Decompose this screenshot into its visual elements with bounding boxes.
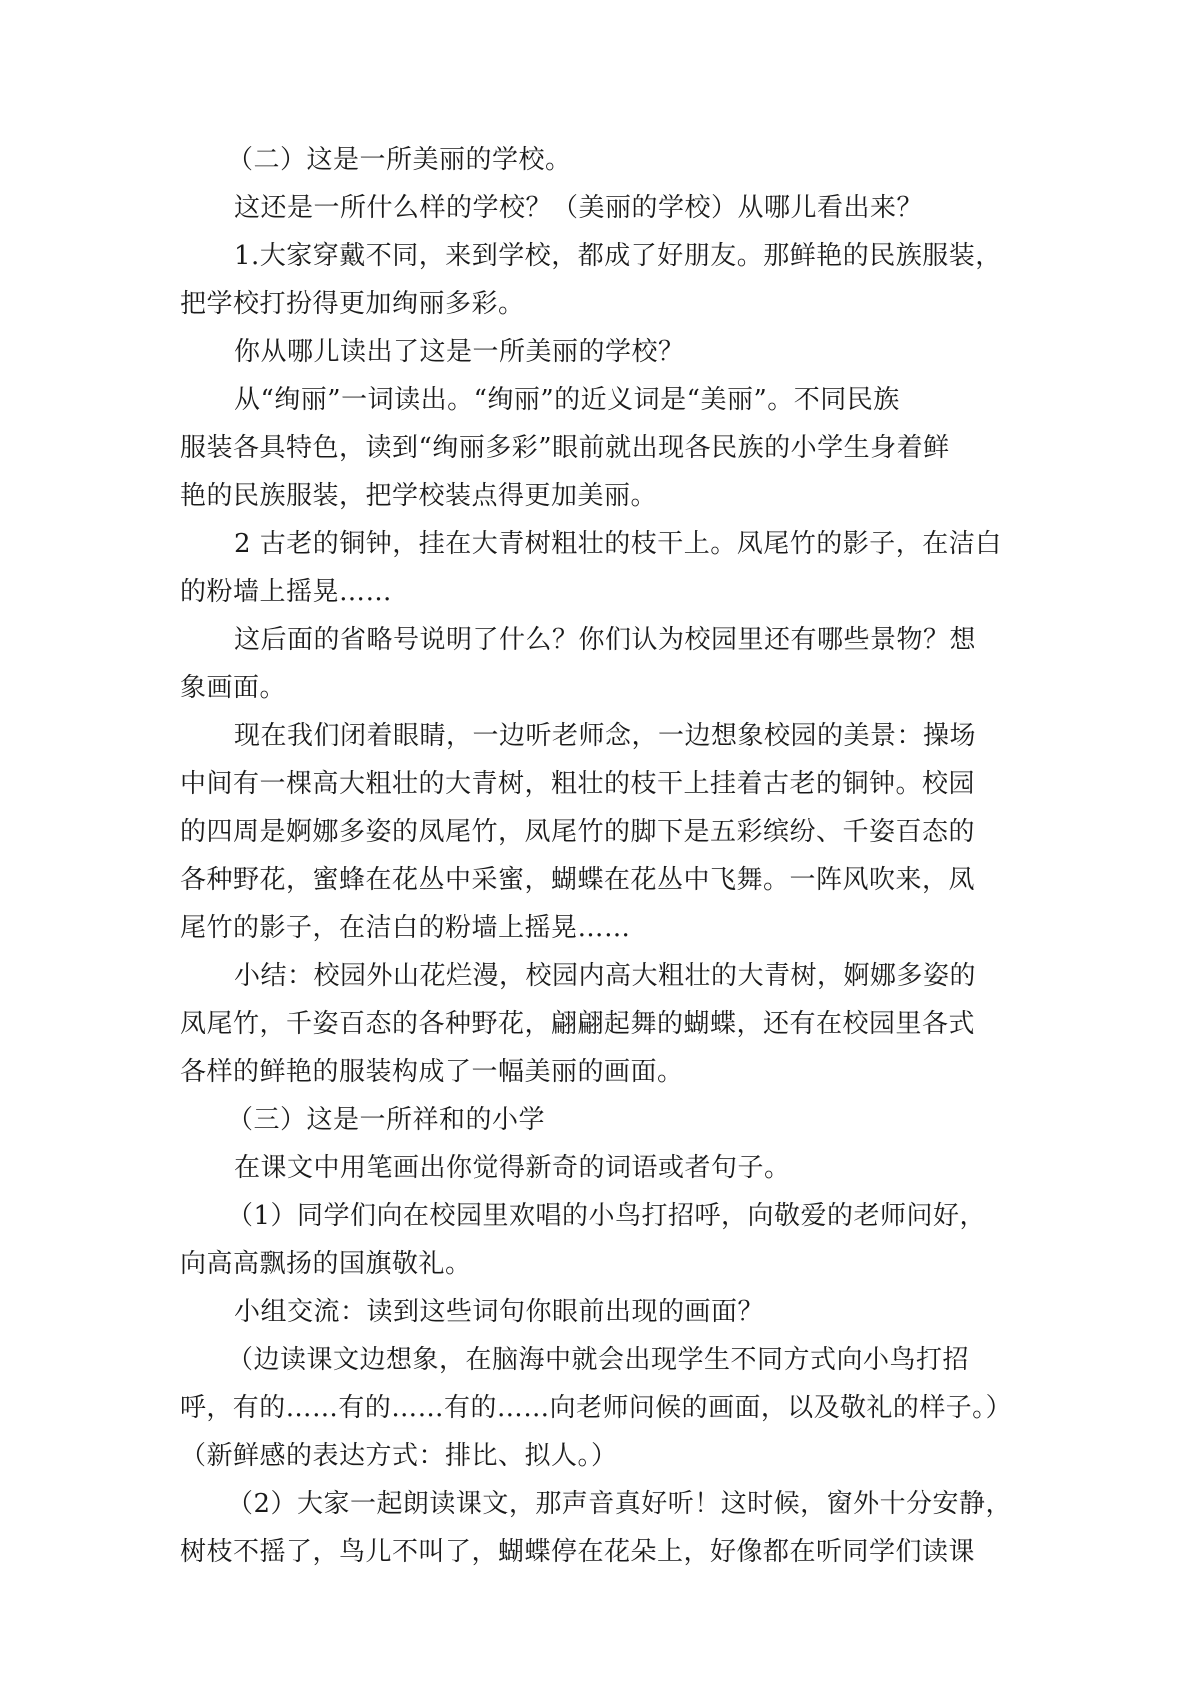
paragraph-line: 把学校打扮得更加绚丽多彩。 (180, 289, 525, 319)
paragraph-line: 凤尾竹，千姿百态的各种野花，翩翩起舞的蝴蝶，还有在校园里各式 (180, 1009, 976, 1039)
paragraph-line: 在课文中用笔画出你觉得新奇的词语或者句子。 (234, 1153, 791, 1183)
paragraph-line: 从“绚丽”一词读出。“绚丽”的近义词是“美丽”。不同民族 (234, 385, 900, 415)
paragraph-line: （1）同学们向在校园里欢唱的小鸟打招呼，向敬爱的老师问好， (227, 1201, 987, 1231)
paragraph-line: 象画面。 (180, 673, 287, 703)
paragraph-line: 现在我们闭着眼睛，一边听老师念，一边想象校园的美景：操场 (234, 721, 977, 751)
paragraph-line: 的四周是婀娜多姿的凤尾竹，凤尾竹的脚下是五彩缤纷、千姿百态的 (180, 817, 976, 847)
paragraph-line: （边读课文边想象，在脑海中就会出现学生不同方式向小鸟打招 (227, 1345, 970, 1375)
paragraph-line: 中间有一棵高大粗壮的大青树，粗壮的枝干上挂着古老的铜钟。校园 (180, 769, 976, 799)
paragraph-line: 各种野花，蜜蜂在花丛中采蜜，蝴蝶在花丛中飞舞。一阵风吹来，凤 (180, 865, 976, 895)
paragraph-line: 的粉墙上摇晃…… (180, 577, 393, 607)
paragraph-line: 1.大家穿戴不同，来到学校，都成了好朋友。那鲜艳的民族服装， (234, 241, 1002, 271)
paragraph-line: 2 古老的铜钟，挂在大青树粗壮的枝干上。凤尾竹的影子，在洁白 (234, 529, 1002, 559)
paragraph-line: 你从哪儿读出了这是一所美丽的学校？ (234, 337, 685, 367)
paragraph-line: 小组交流：读到这些词句你眼前出现的画面？ (234, 1297, 765, 1327)
paragraph-line: （新鲜感的表达方式：排比、拟人。） (180, 1441, 618, 1471)
paragraph-line: 树枝不摇了，鸟儿不叫了，蝴蝶停在花朵上，好像都在听同学们读课 (180, 1537, 976, 1567)
paragraph-line: 各样的鲜艳的服装构成了一幅美丽的画面。 (180, 1057, 684, 1087)
section-heading-3: （三）这是一所祥和的小学 (227, 1105, 546, 1135)
paragraph-line: 服装各具特色，读到“绚丽多彩”眼前就出现各民族的小学生身着鲜 (180, 433, 950, 463)
paragraph-line: 这后面的省略号说明了什么？你们认为校园里还有哪些景物？想 (234, 625, 977, 655)
paragraph-line: 向高高飘扬的国旗敬礼。 (180, 1249, 472, 1279)
section-heading-2: （二）这是一所美丽的学校。 (227, 145, 572, 175)
paragraph-line: 小结：校园外山花烂漫，校园内高大粗壮的大青树，婀娜多姿的 (234, 961, 977, 991)
paragraph-line: 呼，有的……有的……有的……向老师问候的画面，以及敬礼的样子。） (180, 1393, 1012, 1423)
paragraph-line: 尾竹的影子，在洁白的粉墙上摇晃…… (180, 913, 631, 943)
paragraph-line: 艳的民族服装，把学校装点得更加美丽。 (180, 481, 658, 511)
paragraph-line: （2）大家一起朗读课文，那声音真好听！这时候，窗外十分安静， (227, 1489, 1012, 1519)
paragraph-line: 这还是一所什么样的学校？（美丽的学校）从哪儿看出来？ (234, 193, 924, 223)
